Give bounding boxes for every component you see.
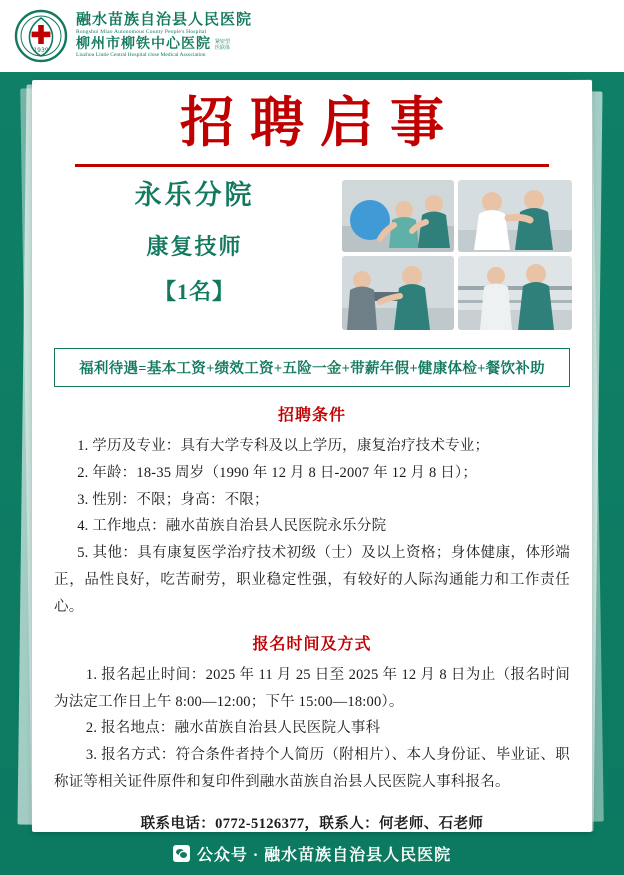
- branch-name: 永乐分院: [134, 180, 255, 210]
- svg-text:1939: 1939: [33, 47, 49, 54]
- requirement-item-5: 5. 其他：具有康复医学治疗技术初级（士）及以上资格；身体健康，体形端正，品性良好，吃苦耐劳，职业稳定性强，有较好的人际沟通能力和工作责任心。: [54, 545, 570, 615]
- therapy-photo-arm: [458, 180, 572, 252]
- hospital-name-secondary-en: Liuzhou Liutie Central Hospital close Medical Association: [76, 52, 206, 59]
- requirement-item-1: 1. 学历及专业：具有大学专科及以上学历，康复治疗技术专业；: [77, 438, 490, 454]
- wechat-icon: [173, 845, 190, 862]
- poster-title-block: [32, 92, 592, 167]
- hospital-name-primary-en: Rongshui Miao Autonomous County People's Hospital: [76, 28, 207, 35]
- poster-body: [54, 392, 570, 833]
- apply-item-3: 3. 报名方式：符合条件者持个人简历（附相片）、本人身份证、毕业证、职称证等相关证件原件和复印件到融水苗族自治县人民医院人事科报名。: [54, 747, 570, 790]
- therapy-photo-leg: [342, 256, 454, 330]
- photo-collage: [342, 180, 572, 330]
- requirements-heading: 招聘条件: [277, 407, 346, 424]
- hospital-name-secondary-cn: 柳州市柳铁中心医院: [76, 36, 211, 52]
- therapy-photo-ball: [342, 180, 454, 252]
- headcount: 【1名】: [153, 278, 235, 304]
- requirement-item-4: 4. 工作地点：融水苗族自治县人民医院永乐分院: [77, 518, 387, 535]
- requirement-item-2: 2. 年龄：18-35 周岁（1990 年 12 月 8 日-2007 年 12 月 8 日）；: [77, 464, 478, 481]
- hospital-cross-logo-icon: [14, 9, 68, 63]
- hospital-header: [0, 0, 624, 72]
- footer-text: 公众号 · 融水苗族自治县人民医院: [196, 846, 452, 864]
- title-divider: [75, 164, 549, 167]
- position-name: 康复技师: [146, 233, 243, 259]
- apply-item-2: 2. 报名地点：融水苗族自治县人民医院人事科: [85, 720, 381, 737]
- hospital-name-primary: 融水苗族自治县人民医院: [76, 12, 253, 29]
- apply-heading: 报名时间及方式: [252, 635, 372, 653]
- position-block: [52, 175, 337, 306]
- hospital-name-secondary: [76, 38, 252, 53]
- medical-association-badge: 紧密型 医联体: [215, 39, 231, 51]
- contact-line: 联系电话：0772-5126377，联系人：何老师、石老师: [140, 815, 484, 832]
- apply-item-1: 1. 报名起止时间：2025 年 11 月 25 日至 2025 年 12 月 8 日为止（报名时间为法定工作日上午 8:00—12:00；下午 15:00—18:00）。: [54, 666, 570, 710]
- footer-bar: [0, 831, 624, 875]
- page-title: 招聘启事: [180, 93, 460, 153]
- requirement-item-3: 3. 性别：不限；身高：不限；: [77, 491, 269, 508]
- benefits-banner: 福利待遇=基本工资+绩效工资+五险一金+带薪年假+健康体检+餐饮补助: [54, 348, 570, 387]
- therapy-photo-walk: [458, 256, 572, 330]
